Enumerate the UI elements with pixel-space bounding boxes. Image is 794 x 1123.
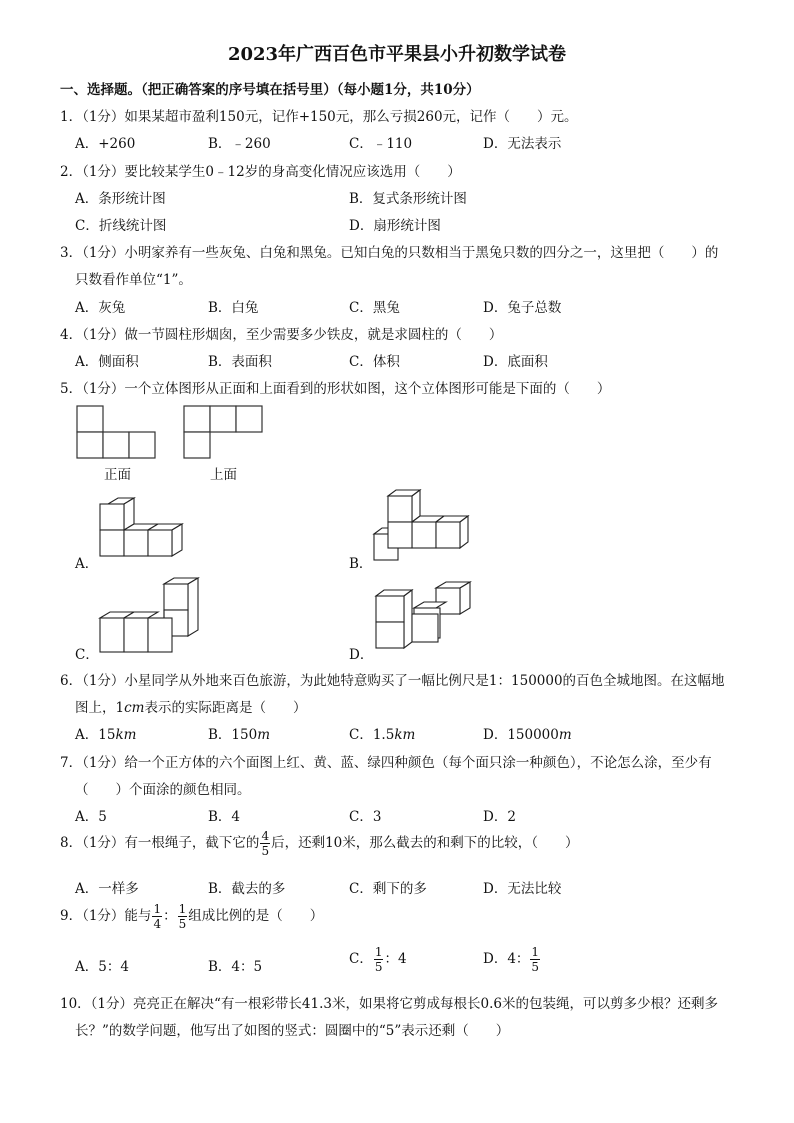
q6-option-c-unit: km — [394, 727, 416, 743]
question-7-stem-line1: 7．（1分）给一个正方体的六个面图上红、黄、蓝、绿四种颜色（每个面只涂一种颜色），不论怎么涂，至少有 — [60, 755, 712, 771]
q3-option-c[interactable]: C．黑兔 — [349, 300, 400, 316]
question-5-stem: 5．（1分）一个立体图形从正面和上面看到的形状如图，这个立体图形可能是下面的（ ） — [60, 381, 611, 397]
front-view-label: 正面 — [104, 467, 131, 483]
q6-option-b-num: B．150 — [208, 727, 258, 743]
q4-option-b[interactable]: B．表面积 — [208, 354, 272, 370]
q9-fraction-2 — [178, 903, 188, 930]
section-heading: 一、选择题。（把正确答案的序号填在括号里）（每小题1分，共10分） — [60, 82, 480, 98]
q8-stem-part-b: 后，还剩10米，那么截去的和剩下的比较，（ ） — [271, 835, 579, 851]
question-1-stem: 1．（1分）如果某超市盈利150元，记作+150元，那么亏损260元，记作（ ）元。 — [60, 109, 578, 125]
q2-option-d[interactable]: D．扇形统计图 — [349, 218, 441, 234]
q7-option-a[interactable]: A．5 — [75, 809, 107, 825]
q9-stem-part-a: 9．（1分）能与 — [60, 908, 152, 924]
q9-option-b[interactable]: B．4：5 — [208, 959, 263, 975]
q7-option-d[interactable]: D．2 — [483, 809, 516, 825]
q5-option-a-figure — [98, 498, 198, 568]
q9-option-c-fraction — [374, 946, 384, 973]
q1-option-a[interactable]: A．+260 — [75, 136, 136, 152]
q9-option-c-prefix: C． — [349, 951, 373, 967]
q3-option-d[interactable]: D．兔子总数 — [483, 300, 562, 316]
q8-fraction-den: 5 — [261, 844, 270, 858]
q2-option-b[interactable]: B．复式条形统计图 — [349, 191, 467, 207]
q5-option-a[interactable]: A． — [75, 556, 99, 572]
q9-fraction-2-num: 1 — [178, 902, 187, 916]
question-6-stem-line1: 6．（1分）小星同学从外地来百色旅游，为此她特意购买了一幅比例尺是1：150000的百色全城地图。在这幅地 — [60, 673, 725, 689]
q8-option-a[interactable]: A．一样多 — [75, 881, 139, 897]
question-8-stem — [60, 830, 579, 857]
page-title: 2023年广西百色市平果县小升初数学试卷 — [227, 44, 567, 65]
q8-fraction — [260, 830, 270, 857]
q5-option-d-figure — [374, 580, 484, 658]
top-view-label: 上面 — [210, 467, 237, 483]
q6-option-b-unit: m — [257, 727, 271, 743]
q7-option-c[interactable]: C．3 — [349, 809, 382, 825]
q9-option-c-suffix: ：4 — [384, 951, 407, 967]
q8-fraction-num: 4 — [261, 829, 270, 843]
q6-option-b[interactable] — [208, 723, 270, 743]
q9-option-d-fraction-den: 5 — [531, 960, 540, 974]
q6-option-c-num: C．1.5 — [349, 727, 395, 743]
q6-option-a[interactable] — [75, 723, 136, 743]
q9-option-d-prefix: D．4： — [483, 951, 530, 967]
q3-option-a[interactable]: A．灰兔 — [75, 300, 126, 316]
q9-fraction-2-den: 5 — [178, 917, 187, 931]
top-view-figure — [183, 405, 265, 460]
q8-option-c[interactable]: C．剩下的多 — [349, 881, 427, 897]
front-view-figure — [76, 405, 158, 460]
q1-option-d[interactable]: D．无法表示 — [483, 136, 562, 152]
q6-stem-part-b: 表示的实际距离是（ ） — [144, 700, 307, 716]
q5-option-c-figure — [98, 578, 208, 658]
q9-colon: ： — [163, 908, 177, 924]
q6-option-c[interactable] — [349, 723, 415, 743]
q4-option-a[interactable]: A．侧面积 — [75, 354, 139, 370]
q9-option-d-fraction-num: 1 — [531, 945, 540, 959]
q6-option-a-unit: km — [115, 727, 137, 743]
q4-option-d[interactable]: D．底面积 — [483, 354, 548, 370]
q9-option-c-fraction-den: 5 — [374, 960, 383, 974]
q5-option-c[interactable]: C． — [75, 647, 99, 663]
q4-option-c[interactable]: C．体积 — [349, 354, 400, 370]
q1-option-b[interactable]: B．﹣260 — [208, 136, 271, 152]
q6-stem-unit: cm — [124, 700, 145, 716]
question-2-stem: 2．（1分）要比较某学生0﹣12岁的身高变化情况应该选用（ ） — [60, 164, 461, 180]
q9-option-d[interactable] — [483, 946, 541, 973]
q6-stem-part-a: 图上，1 — [75, 700, 125, 716]
q9-fraction-1 — [152, 903, 162, 930]
question-9-stem — [60, 903, 323, 930]
q6-option-d[interactable] — [483, 723, 572, 743]
q9-option-d-fraction — [530, 946, 540, 973]
question-6-stem-line2 — [75, 696, 306, 716]
q6-option-d-num: D．150000 — [483, 727, 559, 743]
question-10-stem-line2: 长？”的数学问题，他写出了如图的竖式：圆圈中的“5”表示还剩（ ） — [75, 1023, 510, 1039]
q2-option-c[interactable]: C．折线统计图 — [75, 218, 167, 234]
question-3-stem-line2: 只数看作单位“1”。 — [75, 272, 192, 288]
q8-option-d[interactable]: D．无法比较 — [483, 881, 562, 897]
q2-option-a[interactable]: A．条形统计图 — [75, 191, 166, 207]
question-10-stem-line1: 10．（1分）亮亮正在解决“有一根彩带长41.3米，如果将它剪成每根长0.6米的包装绳，可以剪多少根？还剩多 — [60, 996, 718, 1012]
q7-option-b[interactable]: B．4 — [208, 809, 241, 825]
q1-option-c[interactable]: C．﹣110 — [349, 136, 413, 152]
q5-option-b[interactable]: B． — [349, 556, 373, 572]
q3-option-b[interactable]: B．白兔 — [208, 300, 259, 316]
q9-option-a[interactable]: A．5：4 — [75, 959, 129, 975]
q6-option-d-unit: m — [558, 727, 572, 743]
q5-option-d[interactable]: D． — [349, 647, 374, 663]
question-4-stem: 4．（1分）做一节圆柱形烟囱，至少需要多少铁皮，就是求圆柱的（ ） — [60, 327, 503, 343]
q5-option-b-figure — [374, 490, 484, 565]
q9-fraction-1-den: 4 — [153, 917, 162, 931]
q9-option-c-fraction-num: 1 — [374, 945, 383, 959]
q6-option-a-num: A．15 — [75, 727, 116, 743]
q9-option-c[interactable] — [349, 946, 407, 973]
q8-stem-part-a: 8．（1分）有一根绳子，截下它的 — [60, 835, 260, 851]
q9-fraction-1-num: 1 — [153, 902, 162, 916]
q9-stem-part-b: 组成比例的是（ ） — [188, 908, 324, 924]
question-3-stem-line1: 3．（1分）小明家养有一些灰兔、白兔和黑兔。已知白兔的只数相当于黑兔只数的四分之一，这里把（ ）的 — [60, 245, 719, 261]
q8-option-b[interactable]: B．截去的多 — [208, 881, 286, 897]
question-7-stem-line2: （ ）个面涂的颜色相同。 — [75, 782, 251, 798]
